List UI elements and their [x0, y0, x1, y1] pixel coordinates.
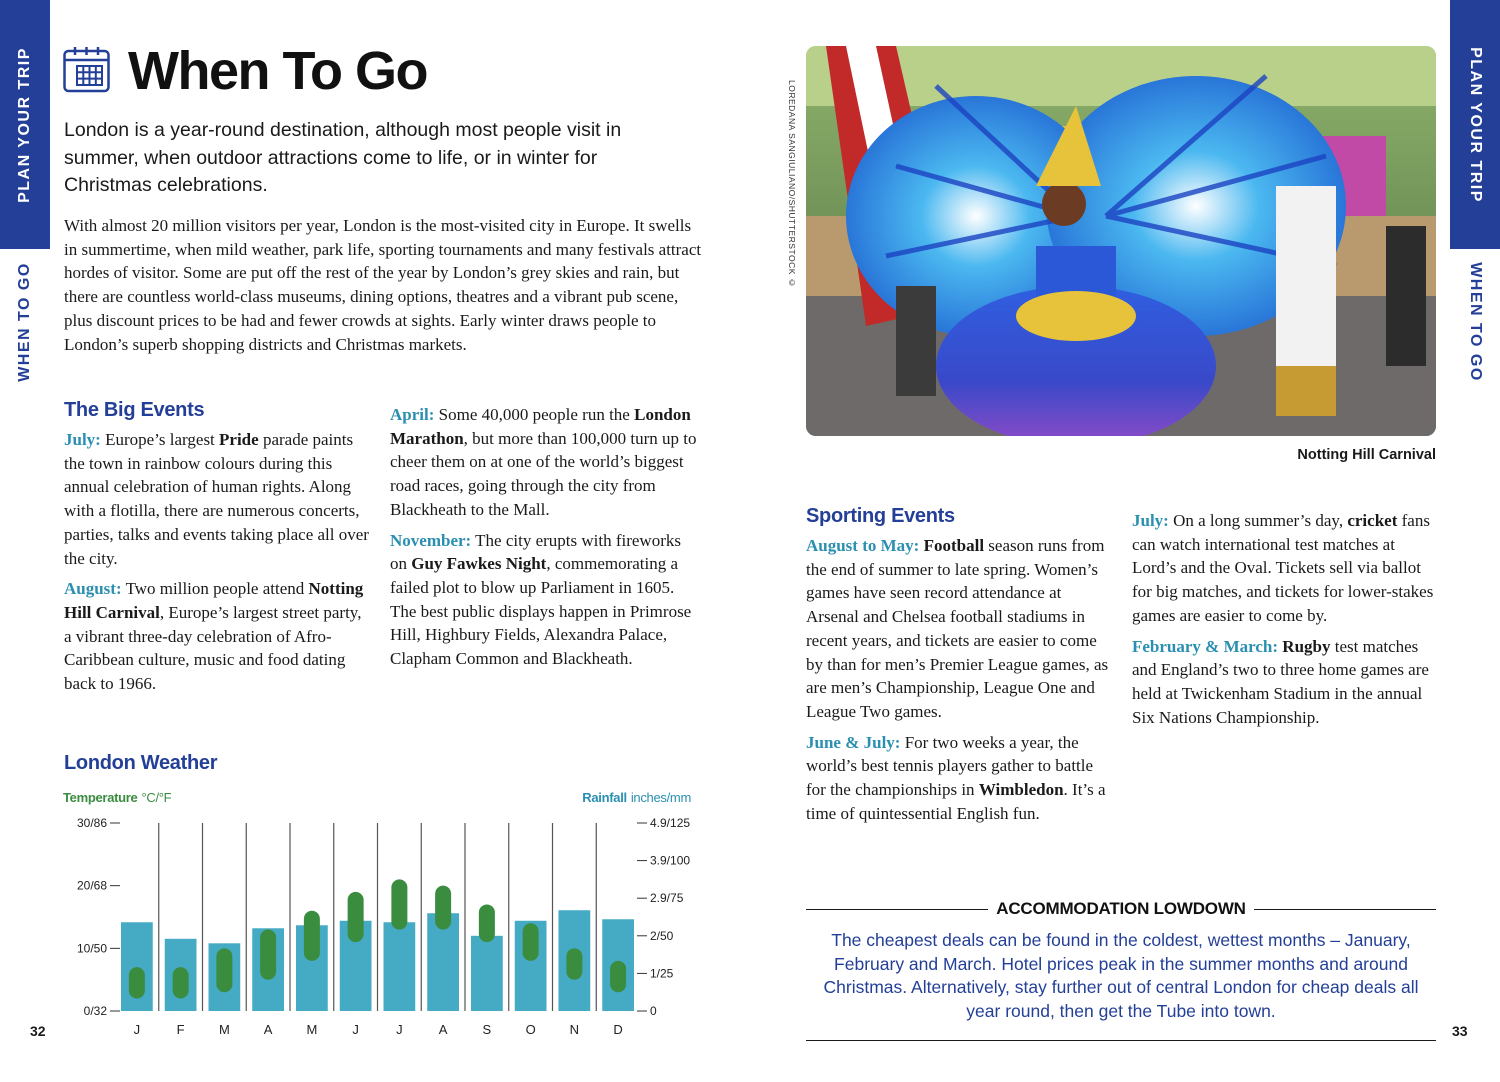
event-august: August: Two million people attend Notting Hill Carnival, Europe’s largest street party, a vibrant three-day celebration of Afro-Caribbean culture, music and food dating back to 1966.: [64, 579, 364, 694]
photo-caption: Notting Hill Carnival: [1297, 447, 1436, 463]
weather-heading: London Weather: [64, 752, 218, 774]
event-april: April: Some 40,000 people run the London Marathon, but more than 100,000 turn up to cheer them on at one of the world’s biggest road races, going through the city from Blackheath to the Mall.: [390, 405, 697, 519]
rainfall-tick-label: 0: [650, 1004, 657, 1018]
big-events-column-right: [390, 403, 702, 678]
side-tab-label: WHEN TO GO: [1467, 262, 1484, 382]
side-tab-when-to-go-right[interactable]: [1450, 252, 1500, 392]
month-label: A: [263, 1022, 273, 1037]
accommodation-title: ACCOMMODATION LOWDOWN: [806, 899, 1436, 919]
rainfall-tick-label: 2.9/75: [650, 891, 684, 906]
rainfall-bar: [471, 936, 503, 1011]
accommodation-body: The cheapest deals can be found in the coldest, wettest months – January, February and March. Hotel prices peak in the summer months and around Christmas. Alternatively, stay further out of central London for cheap deals all year round, then get the Tube into town.: [823, 930, 1419, 1022]
rainfall-tick-label: 4.9/125: [650, 816, 691, 830]
sporting-events-heading: Sporting Events: [806, 505, 955, 527]
accommodation-bottom-rule: [806, 1040, 1436, 1041]
month-label: M: [306, 1022, 318, 1037]
month-label: O: [525, 1022, 536, 1037]
page-number-left: 32: [30, 1023, 46, 1039]
month-label: J: [133, 1022, 141, 1037]
page-title: When To Go: [128, 41, 427, 101]
side-tab-plan-your-trip-right[interactable]: [1450, 0, 1500, 249]
rainfall-tick-label: 2/50: [650, 928, 674, 943]
side-tab-when-to-go-left[interactable]: [0, 252, 50, 392]
month-label: J: [396, 1022, 403, 1037]
calendar-icon: [63, 46, 110, 93]
month-label: N: [569, 1022, 580, 1037]
event-november: November: The city erupts with fireworks on Guy Fawkes Night, commemorating a failed plot to blow up Parliament in 1605. The best public displays happen in Primrose Hill, Highbury Fields, Alexandra Palace, Clapham Common and Blackheath.: [390, 530, 692, 669]
temperature-tick-label: 10/50: [76, 941, 107, 956]
weather-chart: [60, 785, 700, 1045]
event-july: July: Europe’s largest Pride parade paints the town in rainbow colours during this annual celebration of human rights. Along with a flotilla, there are numerous concerts, parties, talks and events taking place all over the city.: [64, 430, 369, 568]
body-paragraph: With almost 20 million visitors per year, London is the most-visited city in Europe. It swells in summertime, when mild weather, park life, sporting tournaments and many festivals attract hordes of visitor. Some are put off the rest of the year by London’s grey skies and rain, but there are countless world-class museums, dining options, theatres and a vibrant pub scene, plus discount prices to be had and fewer crowds at sights. Early winter draws people to London’s superb shopping districts and Christmas markets.: [64, 216, 702, 354]
month-label: S: [482, 1022, 492, 1037]
big-events-column-left: [64, 428, 369, 703]
temperature-tick-label: 30/86: [76, 816, 107, 830]
rainfall-bar: [384, 922, 416, 1011]
sport-july: July: On a long summer’s day, cricket fans can watch international test matches at Lord’s and the Oval. Tickets sell via ballot for big matches, and tickets for lower-stakes games are easier to come by.: [1132, 511, 1434, 625]
month-label: M: [218, 1022, 230, 1037]
temperature-tick-label: 0/32: [83, 1004, 107, 1018]
month-label: J: [352, 1022, 359, 1037]
sporting-column-left: [806, 534, 1111, 832]
sport-june-july: June & July: For two weeks a year, the world’s best tennis players gather to battle for the championships in Wimbledon. It’s a time of quintessential English fun.: [806, 732, 1106, 823]
temperature-axis-title: Temperature °C/°F: [63, 790, 172, 805]
side-tab-label: PLAN YOUR TRIP: [1467, 46, 1485, 203]
rainfall-tick-label: 3.9/100: [650, 853, 691, 868]
intro-paragraph: London is a year-round destination, although most people visit in summer, when outdoor attractions come to life, or in winter for Christmas celebrations.: [64, 119, 622, 196]
rainfall-axis-title: Rainfall inches/mm: [582, 790, 691, 805]
big-events-heading: The Big Events: [64, 399, 205, 421]
photo-credit: LOREDANA SANGIULIANO/SHUTTERSTOCK ©: [787, 80, 797, 289]
month-label: D: [613, 1022, 623, 1037]
rainfall-tick-label: 1/25: [650, 966, 674, 981]
sport-august-to-may: August to May: Football season runs from the end of summer to late spring. Women’s games have seen record attendance at Arsenal and Chelsea football stadiums in recent years, and tickets are easier to come by than for men’s Premier League games, as are men’s Championship, League One and League Two games.: [806, 536, 1109, 721]
side-tab-label: PLAN YOUR TRIP: [16, 46, 34, 203]
sporting-column-right: [1132, 509, 1442, 736]
side-tab-plan-your-trip-left[interactable]: [0, 0, 50, 249]
month-label: F: [176, 1022, 185, 1037]
side-tab-label: WHEN TO GO: [16, 262, 33, 382]
carnival-photo: [806, 46, 1436, 436]
page-number-right: 33: [1452, 1023, 1468, 1039]
month-label: A: [438, 1022, 448, 1037]
sport-february-march: February & March: Rugby test matches and England’s two to three home games are held at Twickenham Stadium in the annual Six Nations Championship.: [1132, 636, 1429, 727]
temperature-tick-label: 20/68: [76, 878, 107, 893]
